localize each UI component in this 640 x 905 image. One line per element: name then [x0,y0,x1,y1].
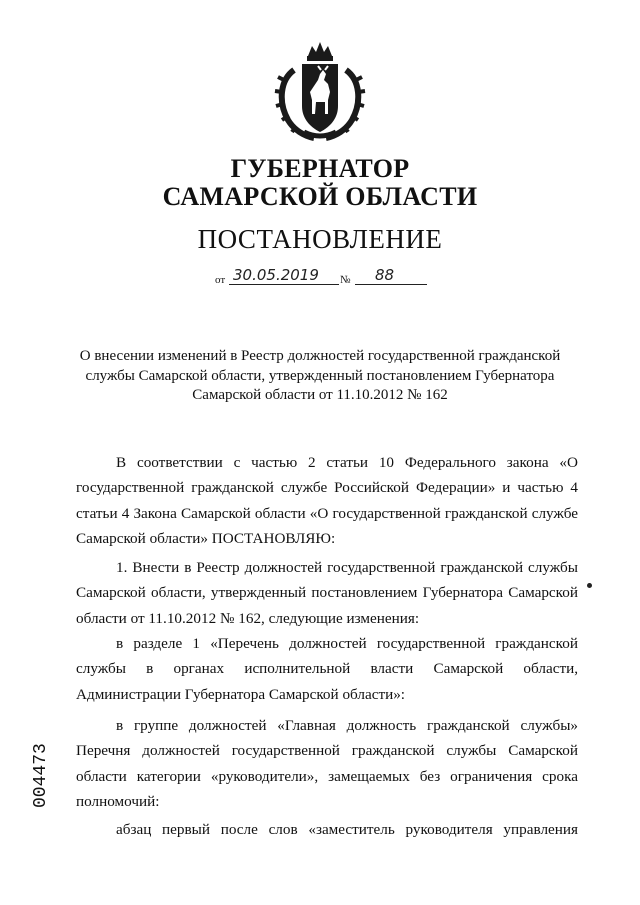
body-paragraph: в разделе 1 «Перечень должностей государственной гражданской службы в органах исполнительной власти Самарской области, Администрации Губернатора Самарской области»: [76,635,578,703]
org-name-line1: ГУБЕРНАТОР [230,154,410,183]
date-prefix: от [215,274,226,286]
document-title: О внесении изменений в Реестр должностей государственной гражданской службы Самарской области, утвержденный постановлением Губернатора Самарской области от 11.10.2012 № 162 [79,348,561,403]
org-name-line2: САМАРСКОЙ ОБЛАСТИ [162,182,478,211]
samara-coat-of-arms-icon [274,40,366,144]
body-paragraph: 1. Внести в Реестр должностей государственной гражданской службы Самарской области, утвержденный постановлением Губернатора Самарской области от 11.10.2012 № 162, следующие изменения: [76,559,578,627]
date-value: 30.05.2019 [233,266,319,284]
body-paragraph: в группе должностей «Главная должность гражданской службы» Перечня должностей государственной гражданской службы Самарской области категории «руководители», замещаемых без ограничения срока полномочий: [76,717,578,811]
date-number-line [215,267,445,289]
date-underline [229,284,339,285]
body-paragraph: абзац первый после слов «заместитель руководителя управления [116,821,578,838]
number-prefix: № [340,274,351,286]
stamp-number: 004473 [31,743,51,808]
document-type: ПОСТАНОВЛЕНИЕ [197,224,443,254]
body-paragraph: В соответствии с частью 2 статьи 10 Федерального закона «О государственной гражданской службе Российской Федерации» и частью 4 статьи 4 Закона Самарской области «О государственной гражданской службе Самарской области» ПОСТАНОВЛЯЮ: [76,454,578,548]
margin-dot [587,583,592,588]
number-value: 88 [375,266,395,284]
number-underline [355,284,427,285]
